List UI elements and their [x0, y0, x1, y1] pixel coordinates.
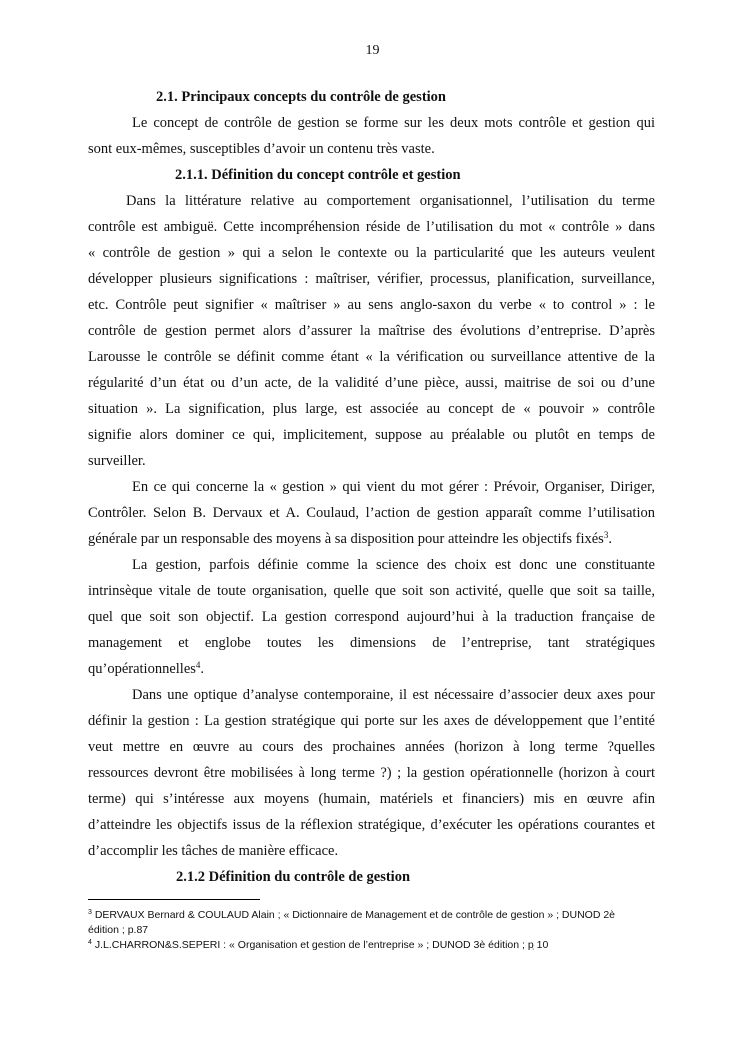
paragraph-line: « contrôle de gestion » qui a selon le contexte ou la particularité que les auteurs veulent: [88, 245, 655, 261]
paragraph-line: etc. Contrôle peut signifier « maîtriser » au sens anglo-saxon du verbe « to control » : le: [88, 297, 655, 313]
paragraph-line: situation ». La signification, plus large, est associée au concept de « pouvoir » contrôle: [88, 401, 655, 417]
section-heading-2-1-2: 2.1.2 Définition du contrôle de gestion: [176, 869, 411, 885]
paragraph-line: Dans une optique d’analyse contemporaine, il est nécessaire d’associer deux axes pour: [132, 687, 655, 703]
footnote-number: 3: [88, 909, 92, 916]
line-end: .: [200, 661, 205, 677]
paragraph-line: définir la gestion : La gestion stratégique qui porte sur les axes de développement que l’entité: [88, 713, 655, 729]
paragraph-line: [88, 660, 204, 678]
footnote-4: [88, 938, 548, 952]
line-end: .: [608, 531, 612, 547]
paragraph-line: développer plusieurs significations : maîtriser, vérifier, processus, planification, surveillance,: [88, 271, 655, 287]
footnote-3: [88, 908, 615, 922]
paragraph-line: Contrôler. Selon B. Dervaux et A. Coulaud, l’action de gestion apparaît comme l’utilisation: [88, 505, 655, 521]
footnote-text: DERVAUX Bernard & COULAUD Alain ; « Dictionnaire de Management et de contrôle de gestion » ; DUNOD 2è: [91, 909, 616, 921]
line-text: qu’opérationnelles: [88, 661, 196, 677]
page-number: 19: [365, 43, 380, 58]
line-text: générale par un responsable des moyens à sa disposition pour atteindre les objectifs fixés: [88, 531, 604, 547]
paragraph-line: d’atteindre les objectifs issus de la réflexion stratégique, d’exécuter les opérations courantes et: [88, 817, 655, 833]
section-heading-2-1: 2.1. Principaux concepts du contrôle de gestion: [156, 89, 446, 105]
footnote-text: J.L.CHARRON&S.SEPERI : « Organisation et gestion de l’entreprise » ; DUNOD 3è édition ; p ̣10: [91, 939, 549, 951]
footnote-3-continued: édition ; p.87: [88, 924, 149, 936]
footnote-number: 4: [88, 939, 92, 946]
paragraph-line: Le concept de contrôle de gestion se forme sur les deux mots contrôle et gestion qui: [132, 115, 655, 131]
paragraph-line: sont eux-mêmes, susceptibles d’avoir un contenu très vaste.: [88, 141, 435, 157]
footnote-ref-4[interactable]: 4: [195, 660, 201, 670]
paragraph-line: contrôle de gestion permet alors d’assurer la maîtrise des évolutions d’entreprise. D’après: [88, 323, 655, 339]
paragraph-line: veut mettre en œuvre au cours des prochaines années (horizon à long terme ?quelles: [88, 739, 655, 755]
footnote-separator: [88, 899, 260, 900]
paragraph-line: signifie alors dominer ce qui, implicitement, suppose au préalable ou plutôt en temps de: [88, 427, 655, 443]
paragraph-line: régularité d’un état ou d’un acte, de la validité d’une pièce, aussi, maitrise de soi ou d’une: [88, 375, 655, 391]
paragraph-line: intrinsèque vitale de toute organisation, quelle que soit son activité, quelle que soit sa taille,: [88, 583, 655, 599]
paragraph-line: management et englobe toutes les dimensions de l’entreprise, tant stratégiques: [88, 635, 655, 651]
paragraph-line: d’accomplir les tâches de manière efficace.: [88, 843, 339, 859]
paragraph-line: En ce qui concerne la « gestion » qui vient du mot gérer : Prévoir, Organiser, Diriger,: [132, 479, 655, 495]
section-heading-2-1-1: 2.1.1. Définition du concept contrôle et gestion: [175, 167, 461, 183]
paragraph-line: surveiller.: [88, 453, 146, 469]
paragraph-line: terme) qui s’intéresse aux moyens (humain, matériels et financiers) mis en œuvre afin: [88, 791, 655, 807]
paragraph-line: ressources devront être mobilisées à long terme ?) ; la gestion opérationnelle (horizon à court: [88, 765, 655, 781]
paragraph-line: Larousse le contrôle se définit comme étant « la vérification ou surveillance attentive de la: [88, 349, 655, 365]
paragraph-line: La gestion, parfois définie comme la science des choix est donc une constituante: [132, 557, 655, 573]
footnote-ref-3[interactable]: 3: [603, 530, 609, 540]
paragraph-line: contrôle est ambiguë. Cette incompréhension réside de l’utilisation du mot « contrôle » dans: [88, 219, 655, 235]
paragraph-line: quel que soit son objectif. La gestion correspond aujourd’hui à la traduction française de: [88, 609, 655, 625]
paragraph-line: [88, 530, 612, 548]
paragraph-line: Dans la littérature relative au comportement organisationnel, l’utilisation du terme: [126, 193, 655, 209]
